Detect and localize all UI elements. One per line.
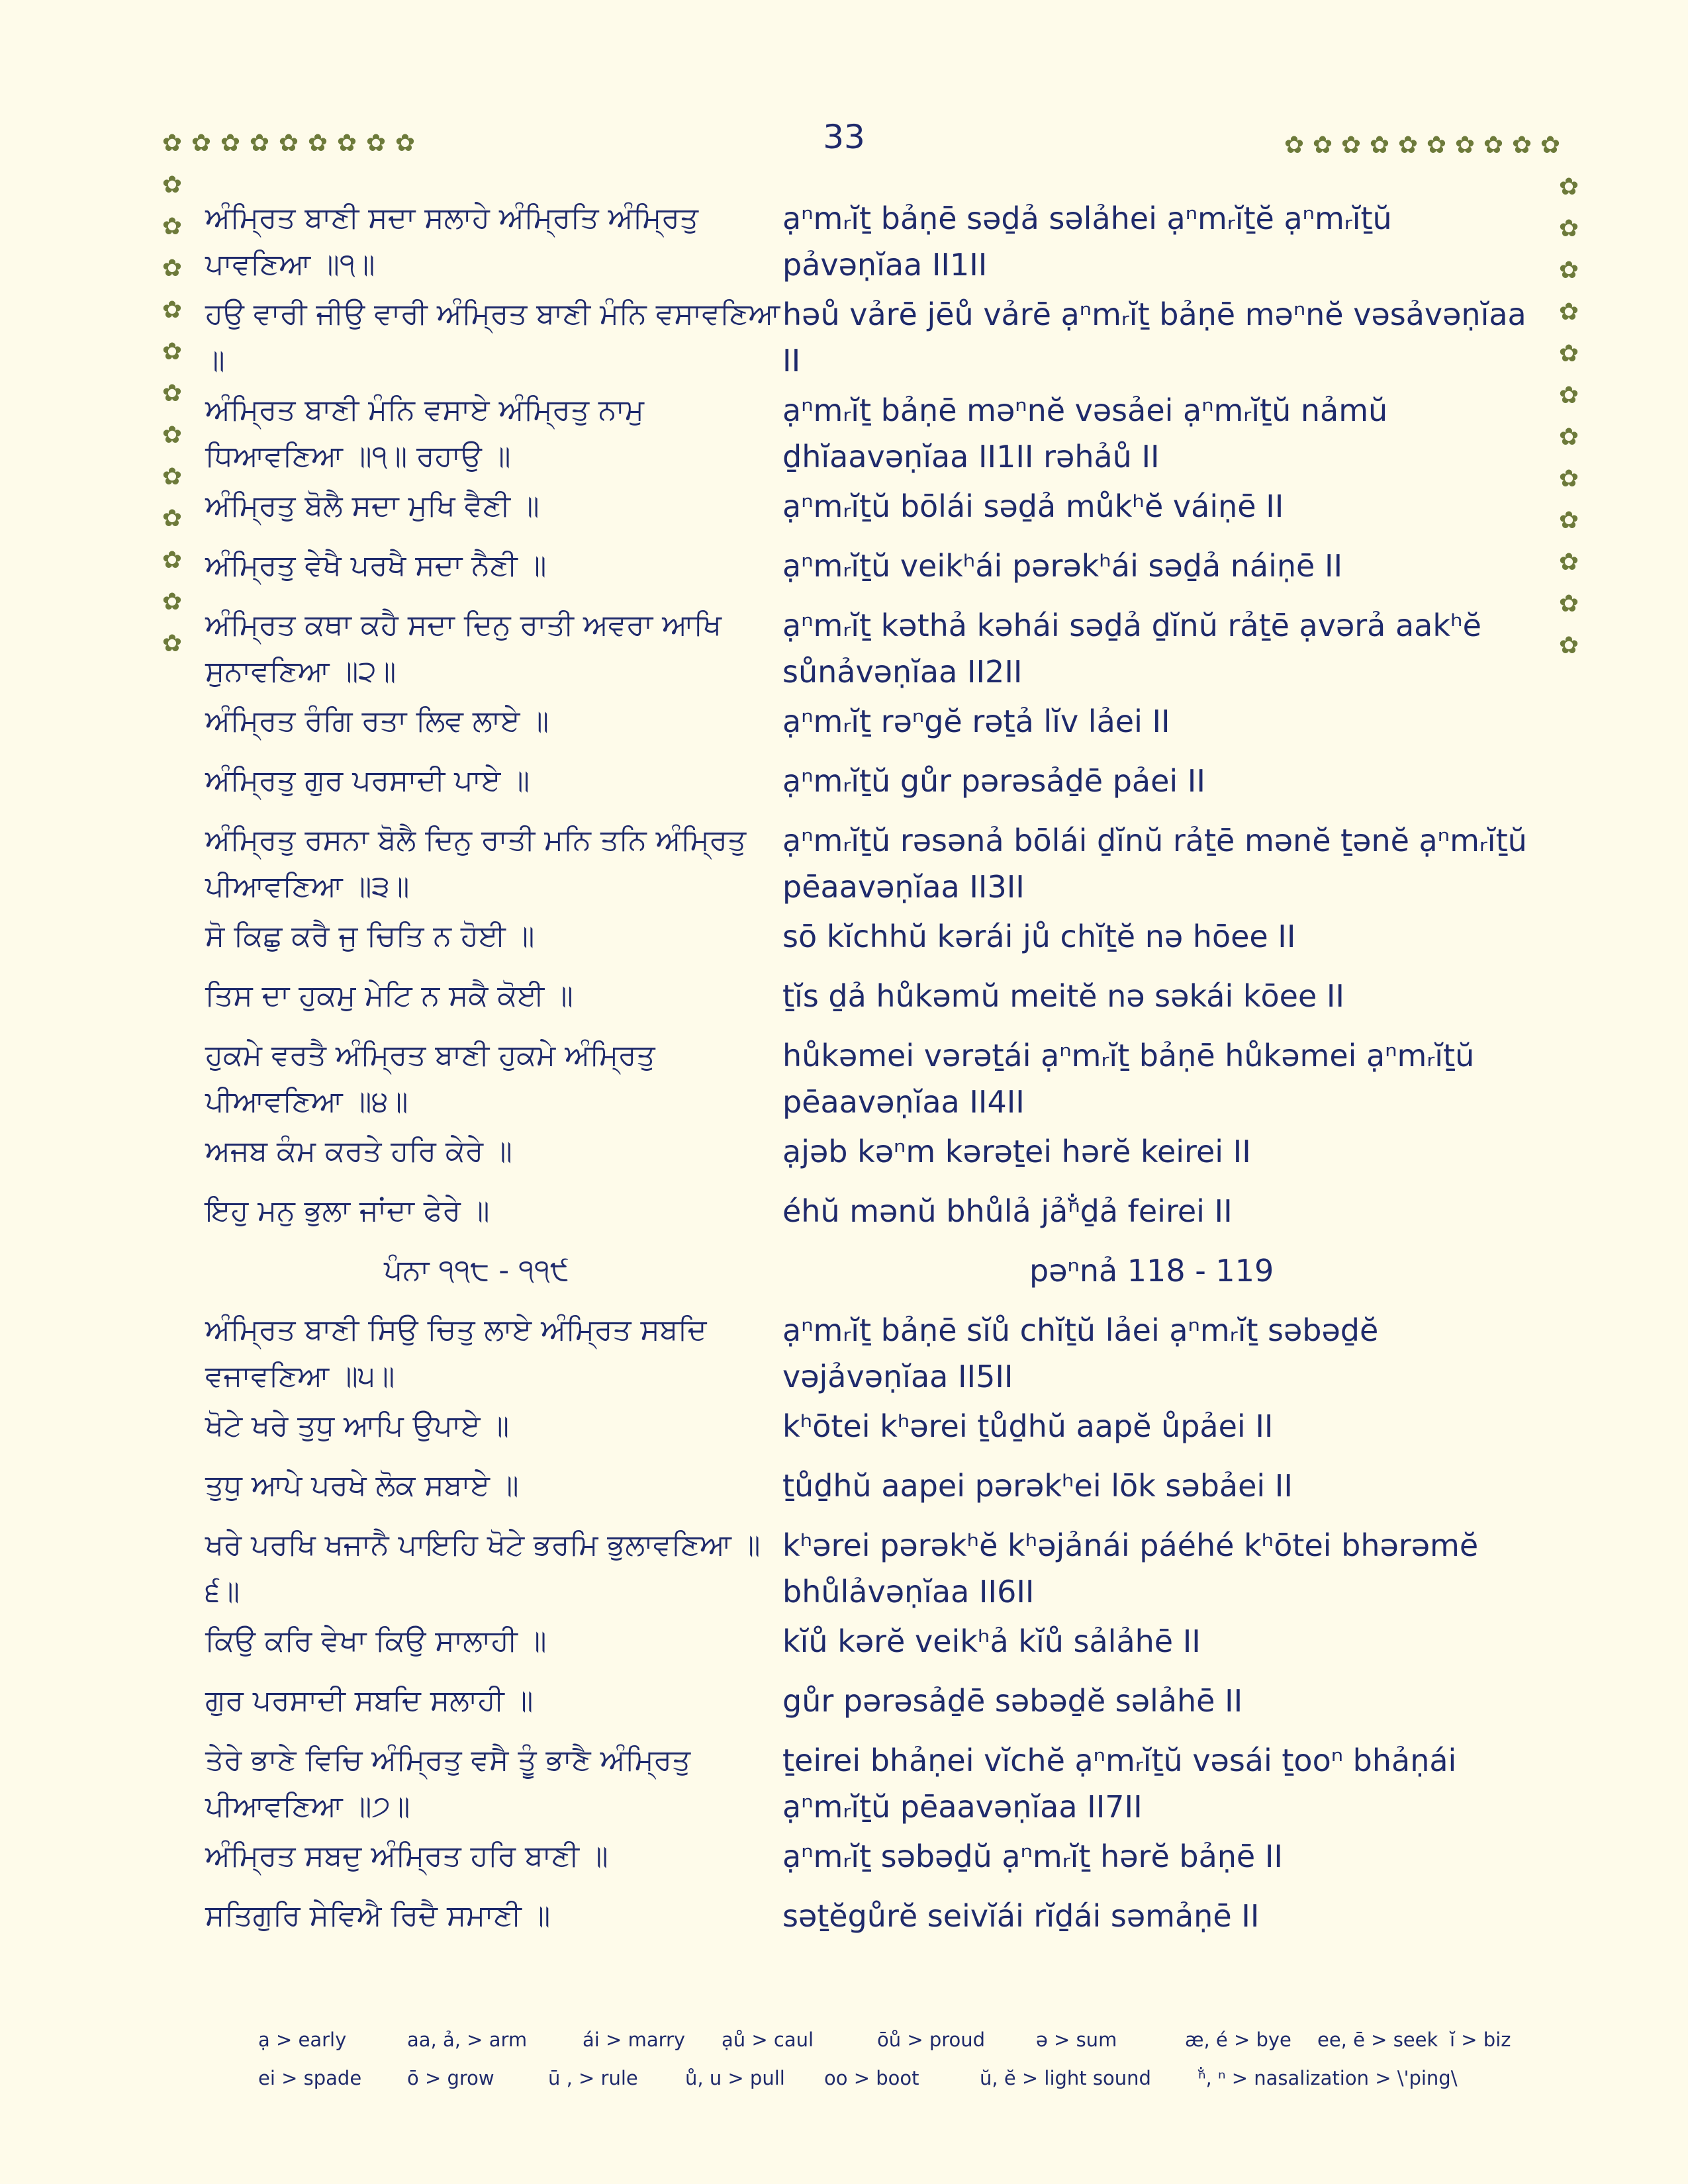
verse-transliteration: hůkəmei vərəṯái ạⁿmᵣĭṯ bảṇē hůkəmei ạⁿmᵣĭṯŭ pēaavəṇĭaa II4II [782, 1038, 1475, 1120]
verse-row [205, 1403, 1536, 1463]
verse-row [205, 387, 1536, 483]
legend-item: ōů > proud [877, 2028, 986, 2051]
legend-item: ei > spade [258, 2067, 362, 2089]
flower-icon: ✿ [1483, 132, 1504, 159]
verse-gurmukhi: ਅੰਮ੍ਰਿਤੁ ਗੁਰ ਪਰਸਾਦੀ ਪਾਏ ॥ [205, 764, 530, 797]
flower-icon: ✿ [1558, 424, 1579, 451]
verse-transliteration: kʰərei pərəkʰĕ kʰəjảnái páéhé kʰōtei bhərəmĕ bhůlảvəṇĭaa II6II [782, 1527, 1479, 1610]
flower-icon: ✿ [162, 380, 183, 407]
verse-gurmukhi: ਅੰਮ੍ਰਿਤੁ ਰਸਨਾ ਬੋਲੈ ਦਿਨੁ ਰਾਤੀ ਮਨਿ ਤਨਿ ਅੰਮ੍ਰਿਤੁ ਪੀਆਵਣਿਆ ॥੩॥ [205, 823, 747, 903]
flower-icon: ✿ [1558, 340, 1579, 367]
flower-icon: ✿ [162, 130, 183, 157]
verse-row [205, 1737, 1536, 1833]
verse-row [205, 1188, 1536, 1248]
legend-item: ⁿ̐, ⁿ > nasalization > \'ping\ [1198, 2067, 1458, 2089]
flower-icon: ✿ [1558, 632, 1579, 659]
verse-transliteration: ṯůḏhŭ aapei pərəkʰei lōk səbảei II [782, 1468, 1293, 1504]
flower-icon: ✿ [1540, 132, 1561, 159]
verse-transliteration: ạⁿmᵣĭṯ rəⁿgĕ rəṯả lĭv lảei II [782, 704, 1170, 739]
flower-icon: ✿ [162, 547, 183, 574]
verse-row [205, 602, 1536, 698]
verse-row [205, 1463, 1536, 1522]
verse-row [205, 913, 1536, 973]
verse-row [205, 291, 1536, 387]
flower-icon: ✿ [162, 213, 183, 240]
verse-gurmukhi: ਤੇਰੇ ਭਾਣੇ ਵਿਚਿ ਅੰਮ੍ਰਿਤੁ ਵਸੈ ਤੂੰ ਭਾਣੈ ਅੰਮ੍ਰਿਤੁ ਪੀਆਵਣਿਆ ॥੭॥ [205, 1743, 691, 1823]
verse-gurmukhi: ਅੰਮ੍ਰਿਤੁ ਬੋਲੈ ਸਦਾ ਮੁਖਿ ਵੈਣੀ ॥ [205, 489, 539, 523]
legend-item: ĭ > biz [1450, 2028, 1511, 2051]
verse-row [205, 1307, 1536, 1403]
legend-item: æ, é > bye [1185, 2028, 1291, 2051]
verse-row [205, 1833, 1536, 1893]
flower-icon: ✿ [1340, 132, 1362, 159]
flower-icon: ✿ [162, 588, 183, 615]
flower-icon: ✿ [1558, 465, 1579, 492]
verse-row [205, 1522, 1536, 1618]
verse-transliteration: ạⁿmᵣĭṯŭ veikʰái pərəkʰái səḏả náiṇē II [782, 548, 1343, 584]
flower-icon: ✿ [1558, 257, 1579, 284]
verse-gurmukhi: ਅੰਮ੍ਰਿਤ ਬਾਣੀ ਸਦਾ ਸਲਾਹੇ ਅੰਮ੍ਰਿਤਿ ਅੰਮ੍ਰਿਤੁ ਪਾਵਣਿਆ ॥੧॥ [205, 201, 698, 281]
legend-item: ái > marry [583, 2028, 686, 2051]
verse-transliteration: gůr pərəsảḏē səbəḏĕ səlảhē II [782, 1683, 1243, 1719]
flower-icon: ✿ [249, 130, 270, 157]
verse-transliteration: ạjəb kəⁿm kərəṯei hərĕ keirei II [782, 1134, 1251, 1169]
flower-icon: ✿ [1558, 382, 1579, 409]
verse-gurmukhi: ਅੰਮ੍ਰਿਤ ਸਬਦੁ ਅੰਮ੍ਰਿਤ ਹਰਿ ਬਾਣੀ ॥ [205, 1839, 608, 1873]
flower-icon: ✿ [162, 630, 183, 657]
legend-item: ə > sum [1036, 2028, 1117, 2051]
flower-icon: ✿ [365, 130, 387, 157]
flower-icon: ✿ [1558, 215, 1579, 242]
verse-gurmukhi: ਕਿਉ ਕਰਿ ਵੇਖਾ ਕਿਉ ਸਾਲਾਹੀ ॥ [205, 1624, 547, 1658]
flower-icon: ✿ [1454, 132, 1476, 159]
verse-row [205, 758, 1536, 817]
verse-transliteration: éhŭ mənŭ bhůlả jảⁿ̐ḏả feirei II [782, 1193, 1233, 1229]
section-heading [205, 1248, 1536, 1307]
verse-transliteration: ạⁿmᵣĭṯ səbəḏŭ ạⁿmᵣĭṯ hərĕ bảṇē II [782, 1839, 1283, 1874]
flower-icon: ✿ [162, 296, 183, 324]
verse-row [205, 483, 1536, 543]
verse-transliteration: ạⁿmᵣĭṯŭ gůr pərəsảḏē pảei II [782, 763, 1205, 799]
flower-icon: ✿ [395, 130, 416, 157]
verse-row [205, 1678, 1536, 1737]
flower-icon: ✿ [162, 171, 183, 199]
verse-gurmukhi: ਅੰਮ੍ਰਿਤ ਬਾਣੀ ਮੰਨਿ ਵਸਾਏ ਅੰਮ੍ਰਿਤੁ ਨਾਮੁ ਧਿਆਵਣਿਆ ॥੧॥ ਰਹਾਉ ॥ [205, 393, 645, 473]
verse-gurmukhi: ਖਰੇ ਪਰਖਿ ਖਜਾਨੈ ਪਾਇਹਿ ਖੋਟੇ ਭਰਮਿ ਭੁਲਾਵਣਿਆ ॥੬॥ [205, 1528, 761, 1608]
flower-icon: ✿ [162, 505, 183, 532]
verse-transliteration: ạⁿmᵣĭṯŭ bōlái səḏả můkʰĕ váiṇē II [782, 488, 1284, 524]
verse-row [205, 973, 1536, 1032]
verse-gurmukhi: ਅੰਮ੍ਰਿਤ ਬਾਣੀ ਸਿਉ ਚਿਤੁ ਲਾਏ ਅੰਮ੍ਰਿਤ ਸਬਦਿ ਵਜਾਵਣਿਆ ॥੫॥ [205, 1313, 707, 1393]
verse-gurmukhi: ਅਜਬ ਕੰਮ ਕਰਤੇ ਹਰਿ ਕੇਰੇ ॥ [205, 1134, 512, 1168]
page-number: 33 [823, 118, 865, 156]
verse-row [205, 195, 1536, 291]
legend-item: ō > grow [407, 2067, 494, 2089]
verse-gurmukhi: ਤਿਸ ਦਾ ਹੁਕਮੁ ਮੇਟਿ ਨ ਸਕੈ ਕੋਈ ॥ [205, 979, 573, 1013]
verse-row [205, 1128, 1536, 1188]
legend-row-2 [258, 2067, 1503, 2105]
verse-gurmukhi: ਇਹੁ ਮਨੁ ਭੁਲਾ ਜਾਂਦਾ ਫੇਰੇ ॥ [205, 1194, 490, 1228]
legend-row-1 [258, 2028, 1511, 2067]
flower-icon: ✿ [1397, 132, 1419, 159]
verse-gurmukhi: ਅੰਮ੍ਰਿਤੁ ਵੇਖੈ ਪਰਖੈ ਸਦਾ ਨੈਣੀ ॥ [205, 549, 547, 582]
flower-icon: ✿ [220, 130, 241, 157]
verse-transliteration: ṯĭs ḏả hůkəmŭ meitĕ nə səkái kōee II [782, 978, 1345, 1014]
verse-transliteration: səṯĕgůrĕ seivĭái rĭḏái səmảṇē II [782, 1898, 1260, 1934]
verse-row [205, 1032, 1536, 1128]
legend-item: ee, ē > seek [1317, 2028, 1438, 2051]
verse-gurmukhi: ਤੁਧੁ ਆਪੇ ਪਰਖੇ ਲੋਕ ਸਬਾਏ ॥ [205, 1469, 519, 1502]
legend-item: oo > boot [824, 2067, 919, 2089]
verse-gurmukhi: ਅੰਮ੍ਰਿਤ ਕਥਾ ਕਹੈ ਸਦਾ ਦਿਨੁ ਰਾਤੀ ਅਵਰਾ ਆਖਿ ਸੁਨਾਵਣਿਆ ॥੨॥ [205, 608, 722, 688]
verse-transliteration: kʰōtei kʰərei ṯůḏhŭ aapĕ ůpảei II [782, 1408, 1274, 1444]
verse-table [205, 195, 1536, 1952]
verse-transliteration: kĭů kərĕ veikʰả kĭů sảlảhē II [782, 1623, 1201, 1659]
verse-transliteration: ạⁿmᵣĭṯŭ rəsənả bōlái ḏĭnŭ rảṯē mənĕ ṯənĕ ạⁿmᵣĭṯŭ pēaavəṇĭaa II3II [782, 823, 1527, 905]
flower-icon: ✿ [336, 130, 357, 157]
flower-icon: ✿ [1426, 132, 1447, 159]
verse-transliteration: sō kĭchhŭ kərái jů chĭṯĕ nə hōee II [782, 919, 1296, 954]
pronunciation-legend [258, 2028, 1511, 2105]
legend-item: ū , > rule [548, 2067, 638, 2089]
flower-icon: ✿ [191, 130, 212, 157]
verse-transliteration: ạⁿmᵣĭṯ bảṇē səḏả səlảhei ạⁿmᵣĭṯĕ ạⁿmᵣĭṯŭ pảvəṇĭaa II1II [782, 201, 1392, 283]
flower-icon: ✿ [162, 338, 183, 365]
heading-transliteration: pəⁿnả 118 - 119 [1029, 1253, 1274, 1289]
verse-row [205, 1618, 1536, 1678]
verse-gurmukhi: ਹਉ ਵਾਰੀ ਜੀਉ ਵਾਰੀ ਅੰਮ੍ਰਿਤ ਬਾਣੀ ਮੰਨਿ ਵਸਾਵਣਿਆ ॥ [205, 297, 780, 377]
verse-transliteration: ạⁿmᵣĭṯ bảṇē məⁿnĕ vəsảei ạⁿmᵣĭṯŭ nảmŭ ḏhĭaavəṇĭaa II1II rəhảů II [782, 392, 1388, 475]
flower-icon: ✿ [162, 422, 183, 449]
flower-icon: ✿ [1558, 298, 1579, 326]
verse-row [205, 817, 1536, 913]
verse-row [205, 543, 1536, 602]
flower-icon: ✿ [1312, 132, 1333, 159]
flower-icon: ✿ [307, 130, 328, 157]
verse-row [205, 1893, 1536, 1952]
flower-icon: ✿ [162, 255, 183, 282]
verse-transliteration: həů vảrē jēů vảrē ạⁿmᵣĭṯ bảṇē məⁿnĕ vəsảvəṇĭaa II [782, 296, 1526, 379]
verse-transliteration: ạⁿmᵣĭṯ kəthả kəhái səḏả ḏĭnŭ rảṯē ạvərả aakʰĕ sůnảvəṇĭaa II2II [782, 608, 1481, 690]
flower-icon: ✿ [1558, 507, 1579, 534]
heading-gurmukhi: ਪੰਨਾ ੧੧੮ - ੧੧੯ [384, 1253, 569, 1287]
flower-icon: ✿ [1369, 132, 1390, 159]
verse-gurmukhi: ਹੁਕਮੇ ਵਰਤੈ ਅੰਮ੍ਰਿਤ ਬਾਣੀ ਹੁਕਮੇ ਅੰਮ੍ਰਿਤੁ ਪੀਆਵਣਿਆ ॥੪॥ [205, 1038, 655, 1118]
flower-icon: ✿ [1511, 132, 1532, 159]
verse-gurmukhi: ਗੁਰ ਪਰਸਾਦੀ ਸਬਦਿ ਸਲਾਹੀ ॥ [205, 1684, 534, 1717]
verse-transliteration: ạⁿmᵣĭṯ bảṇē sĭů chĭṯŭ lảei ạⁿmᵣĭṯ səbəḏĕ vəjảvəṇĭaa II5II [782, 1312, 1379, 1394]
verse-gurmukhi: ਸੋ ਕਿਛੁ ਕਰੈ ਜੁ ਚਿਤਿ ਨ ਹੋਈ ॥ [205, 919, 535, 953]
legend-item: aa, ả, > arm [407, 2028, 528, 2051]
verse-gurmukhi: ਸਤਿਗੁਰਿ ਸੇਵਿਐ ਰਿਦੈ ਸਮਾਣੀ ॥ [205, 1899, 551, 1933]
verse-gurmukhi: ਅੰਮ੍ਰਿਤ ਰੰਗਿ ਰਤਾ ਲਿਵ ਲਾਏ ॥ [205, 704, 549, 738]
verse-gurmukhi: ਖੋਟੇ ਖਰੇ ਤੁਧੁ ਆਪਿ ਉਪਾਏ ॥ [205, 1409, 510, 1443]
verse-transliteration: ṯeirei bhảṇei vĭchĕ ạⁿmᵣĭṯŭ vəsái ṯooⁿ bhảṇái ạⁿmᵣĭṯŭ pēaavəṇĭaa II7II [782, 1743, 1457, 1825]
legend-item: ů, u > pull [685, 2067, 785, 2089]
flower-icon: ✿ [278, 130, 299, 157]
flower-icon: ✿ [1558, 549, 1579, 576]
legend-item: ạ > early [258, 2028, 347, 2051]
flower-icon: ✿ [1558, 590, 1579, 617]
flower-icon: ✿ [162, 463, 183, 490]
flower-icon: ✿ [1284, 132, 1305, 159]
legend-item: ŭ, ĕ > light sound [980, 2067, 1151, 2089]
verse-row [205, 698, 1536, 758]
legend-item: ạů > caul [722, 2028, 814, 2051]
flower-icon: ✿ [1558, 173, 1579, 201]
